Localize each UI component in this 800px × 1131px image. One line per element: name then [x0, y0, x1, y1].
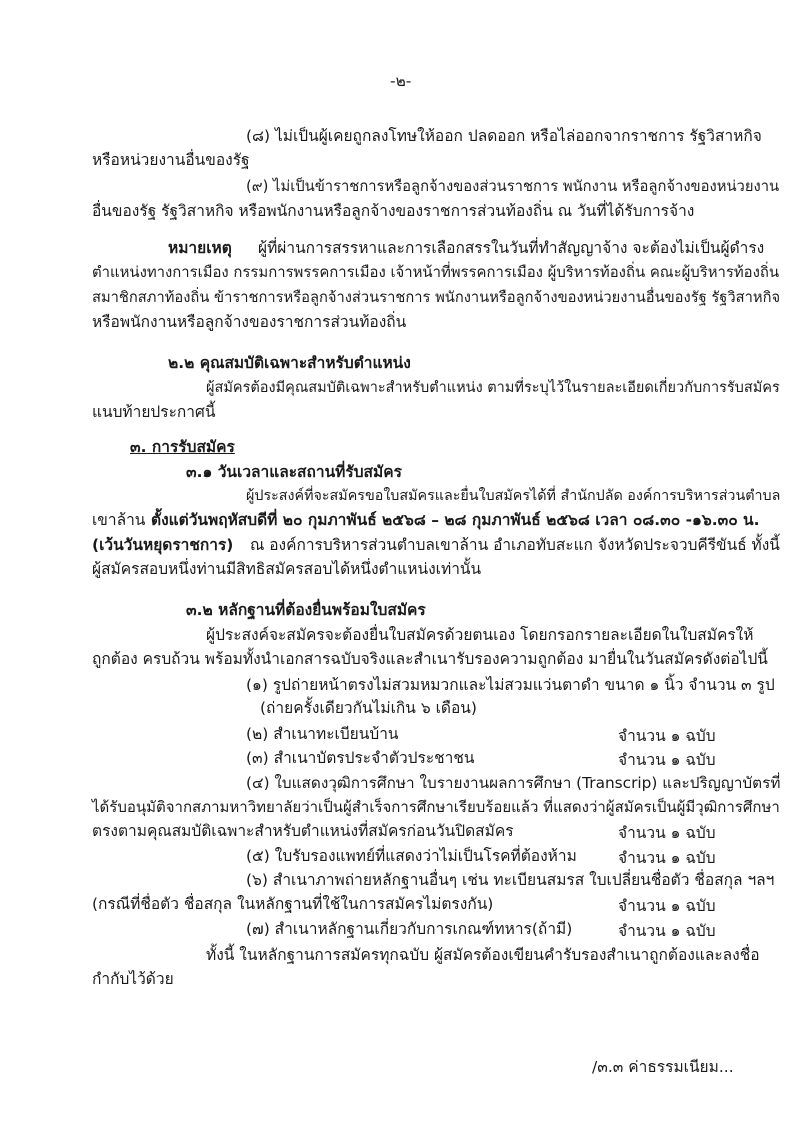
- doc-7-qty: จำนวน ๑ ฉบับ: [618, 922, 716, 940]
- doc-4-qty: จำนวน ๑ ฉบับ: [618, 824, 716, 842]
- item-9-line-1: (๙) ไม่เป็นข้าราชการหรือลูกจ้างของส่วนราชการ พนักงาน หรือลูกจ้างของหน่วยงาน: [246, 178, 780, 195]
- doc-1-line-1: (๑) รูปถ่ายหน้าตรงไม่สวมหมวกและไม่สวมแว่นตาดำ ขนาด ๑ นิ้ว จำนวน ๓ รูป: [246, 676, 775, 694]
- section-3-2-line-2: ถูกต้อง ครบถ้วน พร้อมทั้งนำเอกสารฉบับจริงและสำเนารับรองความถูกต้อง มายื่นในวันสมัครดังต่อไปนี้: [92, 650, 768, 668]
- doc-5: (๕) ใบรับรองแพทย์ที่แสดงว่าไม่เป็นโรคที่ต้องห้าม: [246, 847, 577, 865]
- doc-4-line-2: ได้รับอนุมัติจากสภามหาวิทยาลัยว่าเป็นผู้สำเร็จการศึกษาเรียบร้อยแล้ว ที่แสดงว่าผู้สมัครเป็นผู้มีวุฒิการศึกษา: [92, 798, 780, 816]
- note-label: หมายเหตุ: [168, 239, 232, 257]
- closing-line-1: ทั้งนี้ ในหลักฐานการสมัครทุกฉบับ ผู้สมัครต้องเขียนคำรับรองสำเนาถูกต้องและลงชื่อ: [206, 946, 760, 964]
- section-2-2-heading: ๒.๒ คุณสมบัติเฉพาะสำหรับตำแหน่ง: [168, 354, 411, 372]
- doc-6-qty: จำนวน ๑ ฉบับ: [618, 897, 716, 915]
- section-3-1-line-3b: ณ องค์การบริหารส่วนตำบลเขาล้าน อำเภอทับสะแก จังหวัดประจวบคีรีขันธ์ ทั้งนี้: [250, 536, 780, 554]
- note-line-2: ตำแหน่งทางการเมือง กรรมการพรรคการเมือง เจ้าหน้าที่พรรคการเมือง ผู้บริหารท้องถิ่น คณะผู้บริหารท้องถิ่น: [92, 263, 780, 281]
- section-3-2-heading: ๓.๒ หลักฐานที่ต้องยื่นพร้อมใบสมัคร: [186, 601, 426, 619]
- doc-7: (๗) สำเนาหลักฐานเกี่ยวกับการเกณฑ์ทหาร(ถ้ามี): [246, 920, 573, 938]
- doc-3-qty: จำนวน ๑ ฉบับ: [618, 751, 716, 769]
- doc-4-line-3: ตรงตามคุณสมบัติเฉพาะสำหรับตำแหน่งที่สมัครก่อนวันปิดสมัคร: [92, 822, 514, 840]
- doc-3: (๓) สำเนาบัตรประจำตัวประชาชน: [246, 749, 475, 767]
- closing-line-2: กำกับไว้ด้วย: [92, 970, 174, 988]
- section-3-2-line-1: ผู้ประสงค์จะสมัครจะต้องยื่นใบสมัครด้วยตนเอง โดยกรอกรายละเอียดในใบสมัครให้: [206, 626, 754, 644]
- doc-5-qty: จำนวน ๑ ฉบับ: [618, 849, 716, 867]
- doc-6-line-1: (๖) สำเนาภาพถ่ายหลักฐานอื่นๆ เช่น ทะเบียนสมรส ใบเปลี่ยนชื่อตัว ชื่อสกุล ฯลฯ: [246, 871, 775, 889]
- doc-4-line-1: (๔) ใบแสดงวุฒิการศึกษา ใบรายงานผลการศึกษา (Transcrip) และปริญญาบัตรที่: [246, 774, 781, 792]
- doc-6-line-2: (กรณีที่ชื่อตัว ชื่อสกุล ในหลักฐานที่ใช้ในการสมัครไม่ตรงกัน): [92, 895, 494, 913]
- section-3-heading: ๓. การรับสมัคร: [130, 438, 235, 456]
- section-2-2-line-1: ผู้สมัครต้องมีคุณสมบัติเฉพาะสำหรับตำแหน่ง ตามที่ระบุไว้ในรายละเอียดเกี่ยวกับการรับสมัคร: [206, 380, 780, 396]
- section-3-1-line-1: ผู้ประสงค์ที่จะสมัครขอใบสมัครและยื่นใบสมัครได้ที่ สำนักปลัด องค์การบริหารส่วนตำบล: [246, 488, 781, 504]
- note-line-4: หรือพนักงานหรือลูกจ้างของราชการส่วนท้องถิ่น: [92, 313, 407, 331]
- page-number: -๒-: [390, 72, 412, 90]
- doc-2-qty: จำนวน ๑ ฉบับ: [618, 727, 716, 745]
- footer-continuation: /๓.๓ ค่าธรรมเนียม...: [592, 1058, 734, 1076]
- item-8-line-2: หรือหน่วยงานอื่นของรัฐ: [92, 151, 250, 169]
- section-3-1-heading: ๓.๑ วันเวลาและสถานที่รับสมัคร: [186, 463, 402, 481]
- doc-1-line-2: (ถ่ายครั้งเดียวกันไม่เกิน ๖ เดือน): [260, 699, 477, 717]
- item-8-line-1: (๘) ไม่เป็นผู้เคยถูกลงโทษให้ออก ปลดออก หรือไล่ออกจากราชการ รัฐวิสาหกิจ: [246, 127, 762, 145]
- section-3-1-line-3a: (เว้นวันหยุดราชการ): [92, 536, 234, 554]
- item-9-line-2: อื่นของรัฐ รัฐวิสาหกิจ หรือพนักงานหรือลูกจ้างของราชการส่วนท้องถิ่น ณ วันที่ได้รับการจ้าง: [92, 202, 695, 220]
- section-2-2-line-2: แนบท้ายประกาศนี้: [92, 403, 216, 421]
- section-3-1-line-2b: ตั้งแต่วันพฤหัสบดีที่ ๒๐ กุมภาพันธ์ ๒๕๖๘ – ๒๘ กุมภาพันธ์ ๒๕๖๘ เวลา ๐๘.๓๐ -๑๖.๓๐ น.: [151, 511, 760, 529]
- section-3-1-line-4: ผู้สมัครสอบหนึ่งท่านมีสิทธิสมัครสอบได้หนึ่งตำแหน่งเท่านั้น: [92, 560, 482, 578]
- doc-2: (๒) สำเนาทะเบียนบ้าน: [246, 725, 399, 743]
- note-line-3: สมาชิกสภาท้องถิ่น ข้าราชการหรือลูกจ้างส่วนราชการ พนักงานหรือลูกจ้างของหน่วยงานอื่นของรัฐ รัฐวิสาหกิจ: [92, 289, 781, 306]
- section-3-1-line-2a: เขาล้าน: [92, 511, 146, 529]
- note-line-1: ผู้ที่ผ่านการสรรหาและการเลือกสรรในวันที่ทำสัญญาจ้าง จะต้องไม่เป็นผู้ดำรง: [258, 239, 765, 257]
